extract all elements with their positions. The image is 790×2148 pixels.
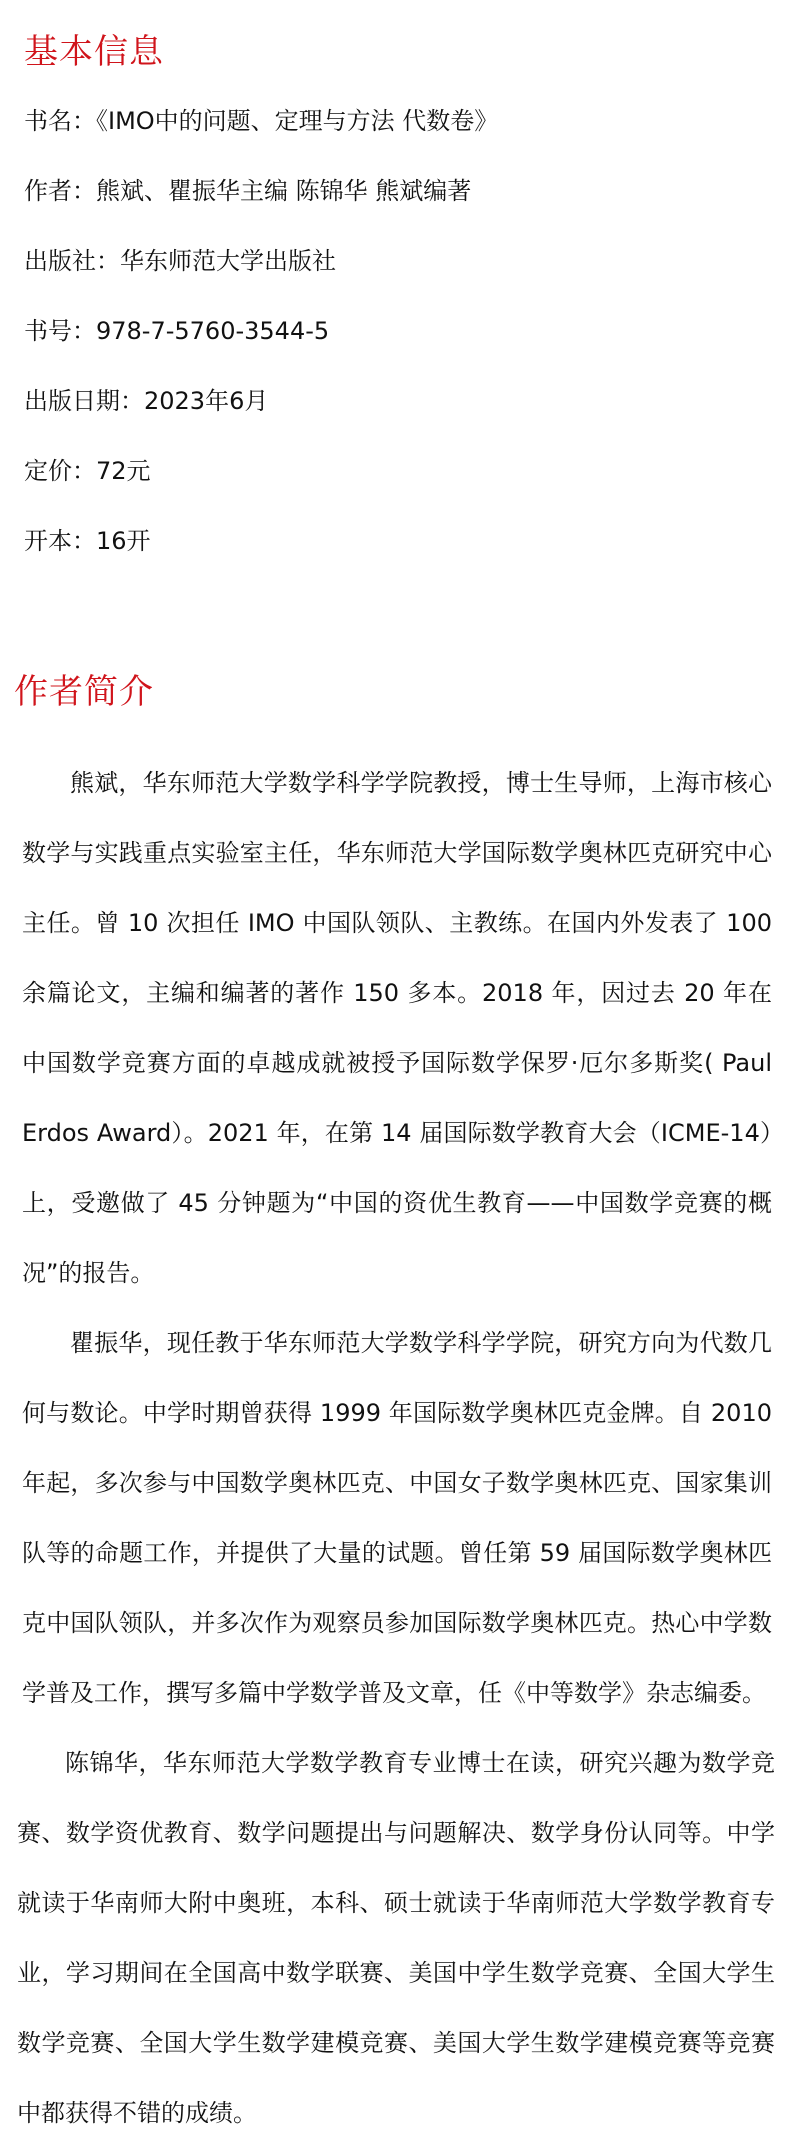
author-intro-heading: 作者简介 [14,672,154,712]
isbn-row: 书号：978-7-5760-3544-5 [24,317,330,345]
book-title-row: 书名：《IMO中的问题、定理与方法 代数卷》 [24,107,499,135]
bio-paragraph-chen-jinhua: 陈锦华，华东师范大学数学教育专业博士在读，研究兴趣为数学竞赛、数学资优教育、数学问题提出与问题解决、数学身份认同等。中学就读于华南师大附中奥班，本科、硕士就读于华南师范大学数学教育专业，学习期间在全国高中数学联赛、美国中学生数学竞赛、全国大学生数学竞赛、全国大学生数学建模竞赛、美国大学生数学建模竞赛等竞赛中都获得不错的成绩。 [17,1749,775,2127]
basic-info-heading: 基本信息 [24,32,164,72]
bio-paragraph-qu-zhenhua: 瞿振华，现任教于华东师范大学数学科学学院，研究方向为代数几何与数论。中学时期曾获得 1999 年国际数学奥林匹克金牌。自 2010 年起，多次参与中国数学奥林匹克、中国女子数学奥林匹克、国家集训队等的命题工作，并提供了大量的试题。曾任第 59 届国际数学奥林匹克中国队领队，并多次作为观察员参加国际数学奥林匹克。热心中学数学普及工作，撰写多篇中学数学普及文章，任《中等数学》杂志编委。 [22,1329,772,1707]
format-row: 开本：16开 [24,527,151,555]
publisher-row: 出版社：华东师范大学出版社 [24,247,336,275]
bio-paragraph-xiong-bin: 熊斌，华东师范大学数学科学学院教授，博士生导师，上海市核心数学与实践重点实验室主任，华东师范大学国际数学奥林匹克研究中心主任。曾 10 次担任 IMO 中国队领队、主教练。在国内外发表了 100 余篇论文，主编和编著的著作 150 多本。2018 年，因过去 20 年在中国数学竞赛方面的卓越成就被授予国际数学保罗·厄尔多斯奖( Paul Erdos Award）。2021 年，在第 14 届国际数学教育大会（ICME-14）上，受邀做了 45 分钟题为“中国的资优生教育——中国数学竞赛的概况”的报告。 [22,769,772,1287]
authors-row: 作者：熊斌、瞿振华主编 陈锦华 熊斌编著 [24,177,472,205]
price-row: 定价：72元 [24,457,151,485]
basic-info-list [24,105,498,595]
publish-date-row: 出版日期：2023年6月 [24,387,269,415]
